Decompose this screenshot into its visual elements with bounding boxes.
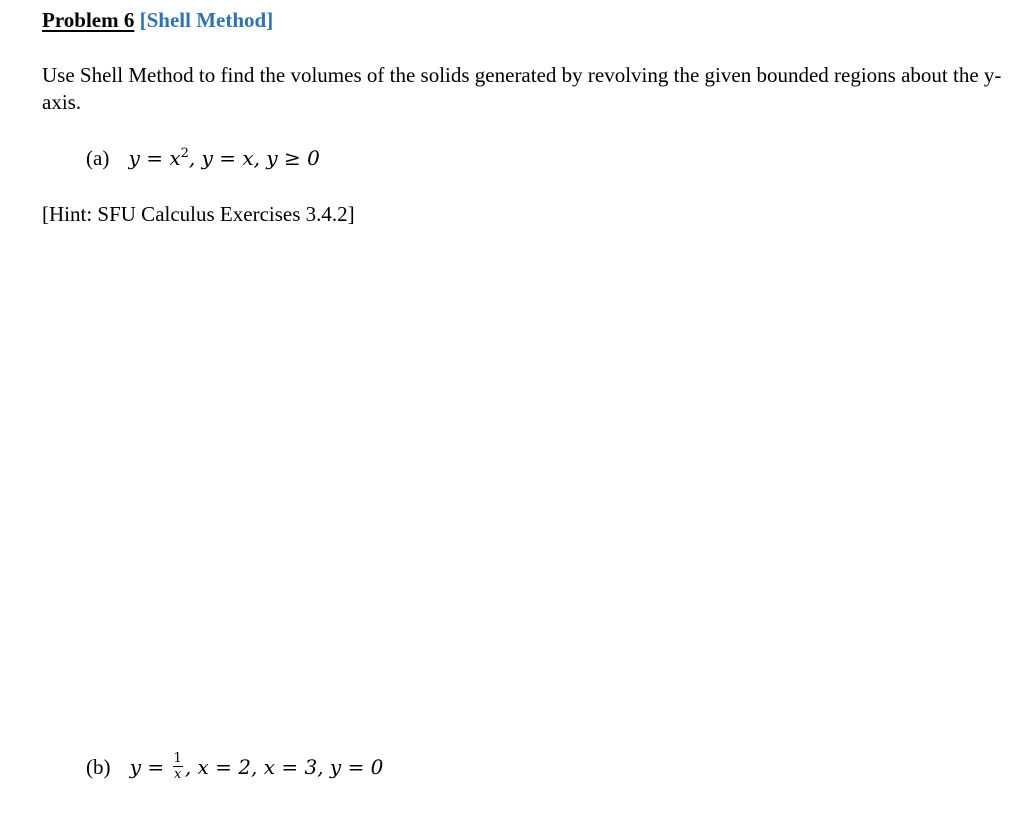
part-a-equation: [129, 146, 320, 170]
fraction-denominator: x: [174, 767, 182, 782]
problem-method: [Shell Method]: [139, 8, 274, 32]
part-b-label: (b): [86, 755, 111, 779]
part-b-equation: [129, 751, 384, 782]
part-a-label: (a): [86, 146, 110, 170]
part-a-x-var: x: [169, 146, 181, 170]
part-b-y-eq: y =: [129, 755, 171, 779]
part-a-power: 2: [180, 146, 189, 161]
instructions-text: Use Shell Method to find the volumes of the solids generated by revolving the given bounded regions about the y-axis.: [42, 63, 1002, 114]
hint-text: [Hint: SFU Calculus Exercises 3.4.2]: [42, 202, 355, 226]
part-a-rest: , y = x, y ≥ 0: [188, 146, 320, 170]
problem-number: Problem 6: [42, 8, 135, 32]
part-a-y-eq: y =: [128, 146, 170, 170]
problem-heading: [42, 8, 273, 33]
part-a: [86, 146, 320, 171]
part-b-fraction: [173, 752, 183, 781]
fraction-numerator: 1: [173, 751, 182, 766]
part-b-rest: , x = 2, x = 3, y = 0: [184, 755, 384, 779]
part-b: [86, 751, 384, 783]
